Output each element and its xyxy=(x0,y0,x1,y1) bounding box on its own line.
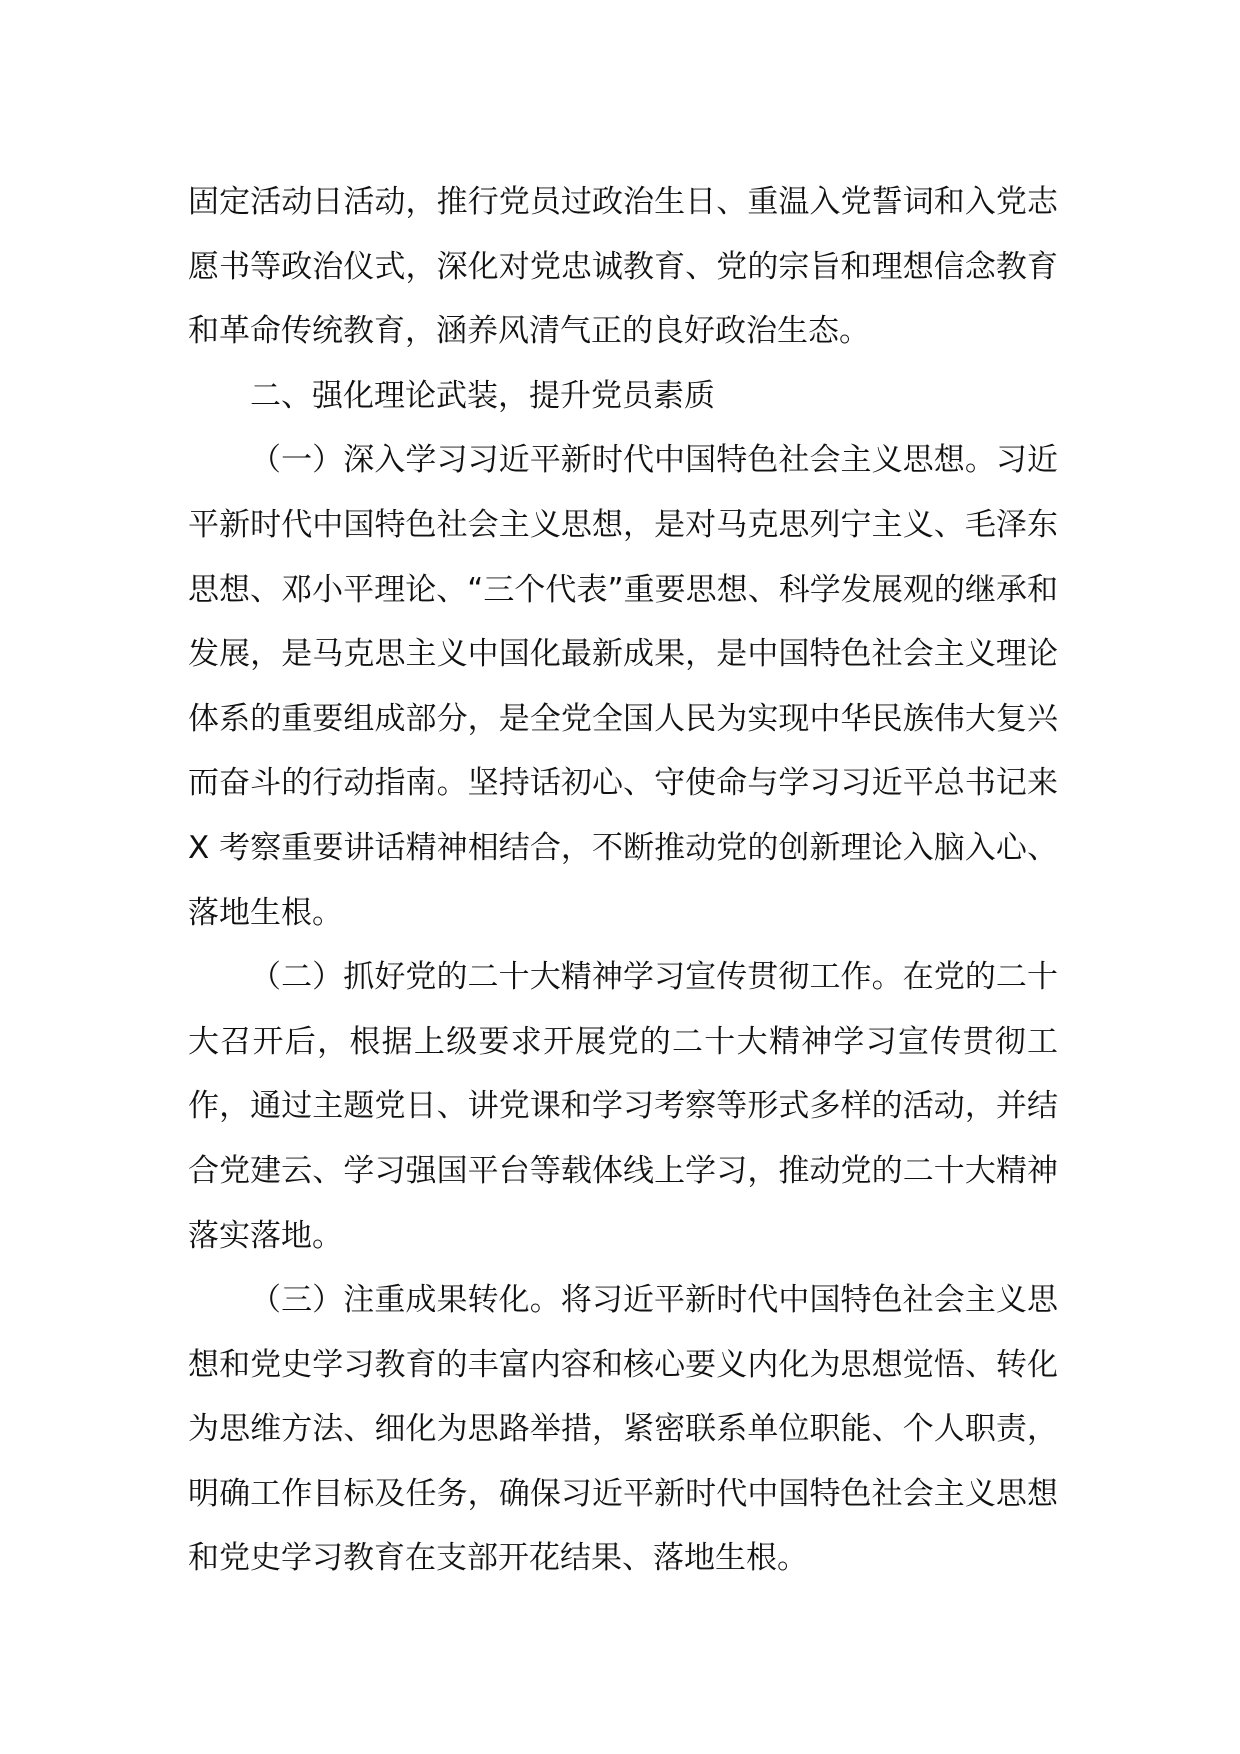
paragraph-item-1: （一）深入学习习近平新时代中国特色社会主义思想。习近平新时代中国特色社会主义思想，是对马克思列宁主义、毛泽东思想、邓小平理论、“三个代表”重要思想、科学发展观的继承和发展，是马克思主义中国化最新成果，是中国特色社会主义理论体系的重要组成部分，是全党全国人民为实现中华民族伟大复兴而奋斗的行动指南。坚持话初心、守使命与学习习近平总书记来 X 考察重要讲话精神相结合，不断推动党的创新理论入脑入心、落地生根。 xyxy=(188,442,1058,931)
paragraph-item-3: （三）注重成果转化。将习近平新时代中国特色社会主义思想和党史学习教育的丰富内容和核心要义内化为思想觉悟、转化为思维方法、细化为思路举措，紧密联系单位职能、个人职责，明确工作目标及任务，确保习近平新时代中国特色社会主义思想和党史学习教育在支部开花结果、落地生根。 xyxy=(188,1282,1058,1577)
paragraph-item-2: （二）抓好党的二十大精神学习宣传贯彻工作。在党的二十大召开后，根据上级要求开展党的二十大精神学习宣传贯彻工作，通过主题党日、讲党课和学习考察等形式多样的活动，并结合党建云、学习强国平台等载体线上学习，推动党的二十大精神落实落地。 xyxy=(188,959,1058,1254)
document-body xyxy=(188,170,1058,1591)
section-heading: 二、强化理论武装，提升党员素质 xyxy=(250,377,715,414)
paragraph-continuation: 固定活动日活动，推行党员过政治生日、重温入党誓词和入党志愿书等政治仪式，深化对党忠诚教育、党的宗旨和理想信念教育和革命传统教育，涵养风清气正的良好政治生态。 xyxy=(188,184,1058,350)
